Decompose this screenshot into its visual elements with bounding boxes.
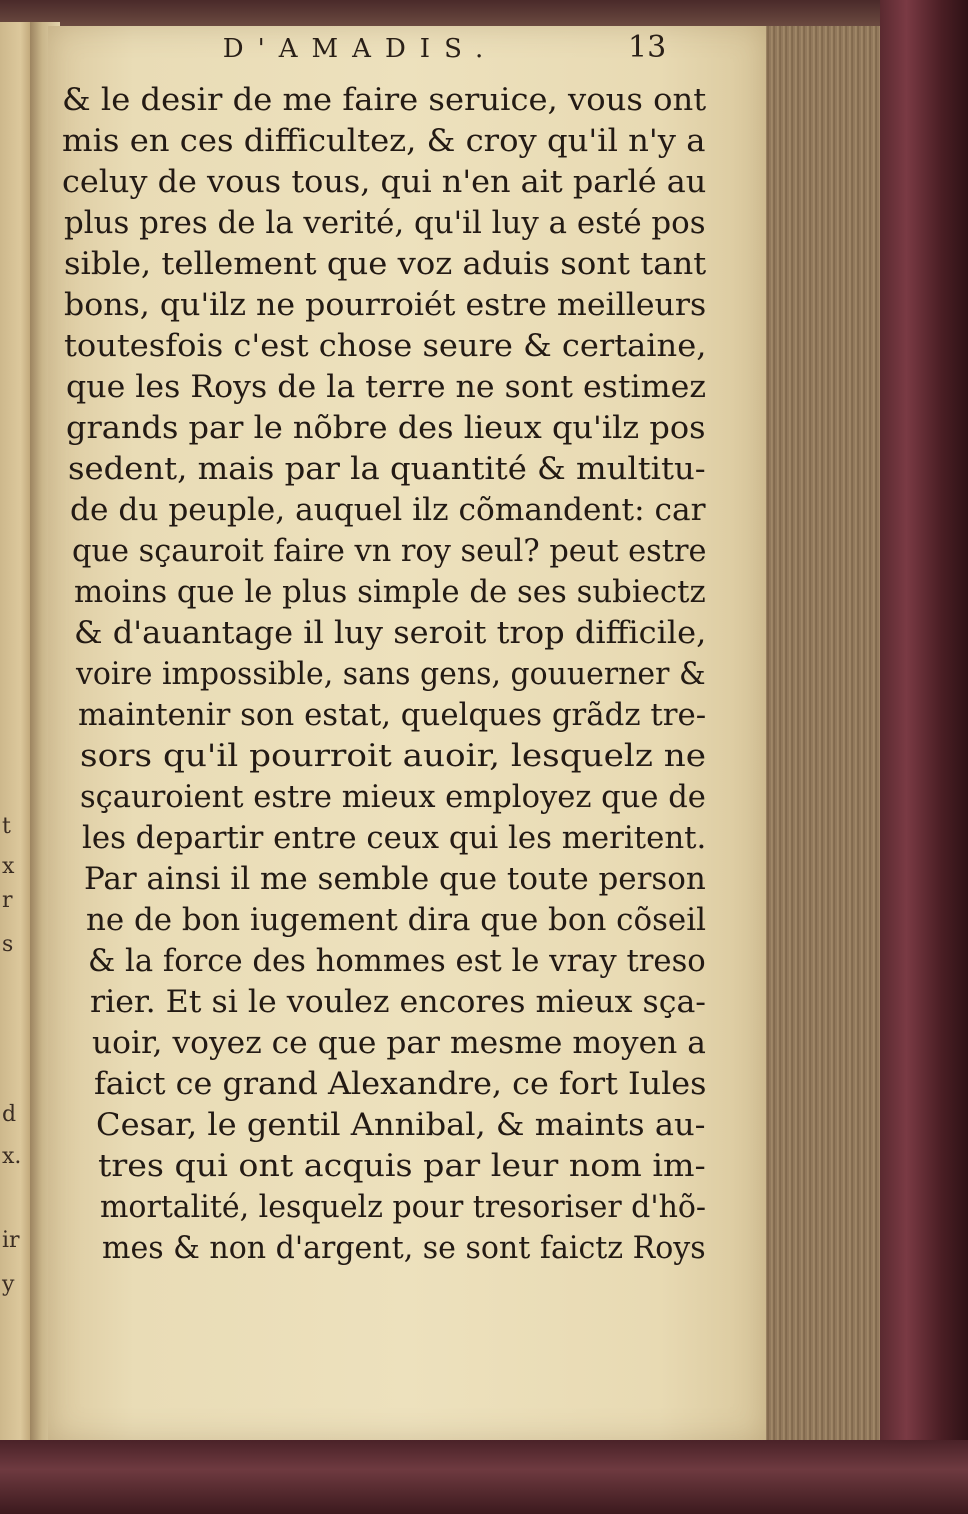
left-margin-letter: r xyxy=(2,888,13,913)
text-line: Par ainsi il me semble que toute person xyxy=(84,861,706,897)
text-line: de du peuple, auquel ilz cõmandent: car xyxy=(70,492,706,528)
page-block-fore-edge xyxy=(760,26,884,1446)
text-line: & le desir de me faire seruice, vous ont xyxy=(62,82,707,118)
cover-bottom-edge xyxy=(0,1440,968,1514)
left-margin-letter: x. xyxy=(2,1144,22,1169)
binding-cover-right xyxy=(880,0,968,1514)
text-line: celuy de vous tous, qui n'en ait parlé au xyxy=(62,164,707,200)
cover-top-edge xyxy=(0,0,968,26)
page-number: 13 xyxy=(628,30,667,65)
text-line: toutesfois c'est chose seure & certaine, xyxy=(64,328,707,364)
text-line: maintenir son estat, quelques grãdz tre- xyxy=(78,697,707,733)
text-line: faict ce grand Alexandre, ce fort Iules xyxy=(94,1066,707,1102)
left-margin-letter: d xyxy=(2,1102,17,1127)
text-line: que les Roys de la terre ne sont estimez xyxy=(66,369,706,405)
text-line: les departir entre ceux qui les meritent. xyxy=(82,820,707,856)
left-margin-letter: s xyxy=(2,932,14,957)
text-line: ne de bon iugement dira que bon cõseil xyxy=(86,902,706,938)
left-margin-letter: y xyxy=(2,1272,15,1297)
left-margin-letter: ir xyxy=(2,1228,20,1253)
text-line: bons, qu'ilz ne pourroiét estre meilleurs xyxy=(64,287,707,323)
text-line: sedent, mais par la quantité & multitu- xyxy=(68,451,706,487)
running-head: D'AMADIS. xyxy=(222,34,498,64)
text-line: mes & non d'argent, se sont faictz Roys xyxy=(102,1230,706,1266)
text-line: moins que le plus simple de ses subiectz xyxy=(74,574,706,610)
text-line: sçauroient estre mieux employez que de xyxy=(80,779,706,815)
left-margin-letter: t xyxy=(2,814,11,839)
text-line: mis en ces difficultez, & croy qu'il n'y a xyxy=(62,123,706,159)
text-line: voire impossible, sans gens, gouuerner & xyxy=(76,656,706,692)
text-line: mortalité, lesquelz pour tresoriser d'hõ- xyxy=(100,1189,707,1225)
text-line: Cesar, le gentil Annibal, & maints au- xyxy=(96,1107,706,1143)
text-line: uoir, voyez ce que par mesme moyen a xyxy=(92,1025,706,1061)
left-facing-page xyxy=(0,22,34,1442)
text-line: & d'auantage il luy seroit trop difficile, xyxy=(74,615,707,651)
text-line: & la force des hommes est le vray treso xyxy=(88,943,706,979)
text-line: grands par le nõbre des lieux qu'ilz pos xyxy=(66,410,706,446)
text-line: plus pres de la verité, qu'il luy a esté pos xyxy=(64,205,706,241)
text-line: que sçauroit faire vn roy seul? peut estre xyxy=(72,533,707,569)
text-line: tres qui ont acquis par leur nom im- xyxy=(98,1148,706,1184)
text-line: rier. Et si le voulez encores mieux sça- xyxy=(90,984,706,1020)
text-line: sors qu'il pourroit auoir, lesquelz ne xyxy=(80,738,707,774)
left-margin-letter: x xyxy=(2,854,15,879)
text-line: sible, tellement que voz aduis sont tant xyxy=(64,246,707,282)
